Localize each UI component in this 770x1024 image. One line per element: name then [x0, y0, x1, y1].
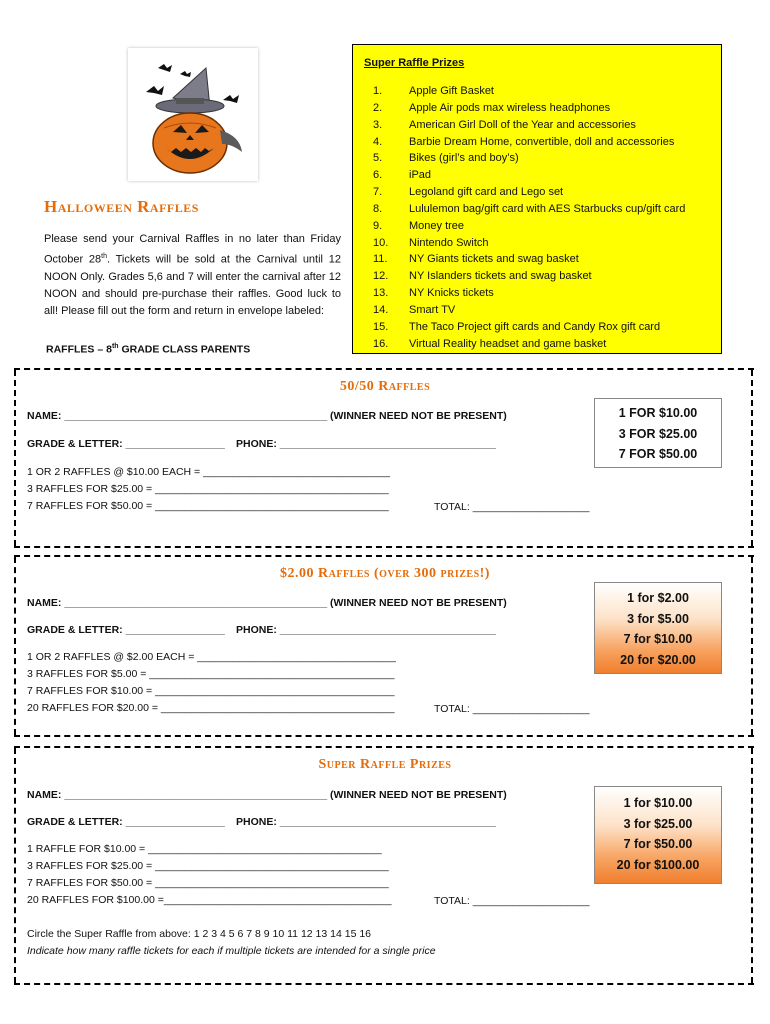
section-border-right	[751, 557, 753, 735]
prize-text: NY Giants tickets and swag basket	[409, 253, 579, 266]
prize-item	[373, 268, 685, 285]
prize-text: Apple Gift Basket	[409, 85, 494, 97]
price-item: 1 for $2.00	[627, 591, 689, 605]
prize-item	[373, 167, 685, 184]
prize-number: 1.	[373, 85, 383, 97]
price-item: 7 for $10.00	[623, 632, 693, 646]
price-box-super-raffle	[594, 786, 722, 884]
price-item: 20 for $100.00	[616, 857, 700, 872]
prize-item	[373, 235, 685, 252]
prize-item	[373, 218, 685, 235]
prize-text: Barbie Dream Home, convertible, doll and accessories	[409, 135, 675, 148]
prize-number: 8.	[373, 202, 383, 215]
prize-item	[373, 251, 685, 268]
section-title-5050: 50/50 Raffles	[339, 379, 431, 394]
page-title: Halloween Raffles	[44, 197, 199, 216]
section-border-right	[751, 748, 753, 983]
prize-list	[373, 83, 685, 353]
prize-text: Lululemon bag/gift card with AES Starbucks cup/gift card	[409, 202, 686, 215]
price-item: 7 FOR $50.00	[618, 447, 698, 461]
prize-text: Legoland gift card and Lego set	[409, 186, 564, 199]
raffle-line[interactable]: 3 RAFFLES FOR $25.00 = ________________________________________	[27, 860, 389, 872]
prize-text: The Taco Project gift cards and Candy Rox gift card	[409, 320, 661, 333]
intro-text-b: . Tickets will be sold at the Carnival until 12 NOON Only. Grades 5,6 and 7 will enter the carnival after 12 NOON and should pre-purchase their raffles. Good luck to all! Please fill out the form and return in envelope labeled:	[44, 253, 341, 317]
prize-box-title: Super Raffle Prizes	[364, 57, 465, 69]
total-field[interactable]: TOTAL: ____________________	[434, 895, 590, 907]
section-border-top	[14, 746, 754, 748]
raffle-line[interactable]: 7 RAFFLES FOR $50.00 = ________________________________________	[27, 500, 389, 512]
raffle-line[interactable]: 20 RAFFLES FOR $20.00 = ________________________________________	[27, 702, 395, 714]
prize-item	[373, 184, 685, 201]
prize-item	[373, 285, 685, 302]
super-raffle-prizes-box	[352, 44, 722, 354]
prize-number: 16.	[373, 337, 389, 350]
raffle-line[interactable]: 1 RAFFLE FOR $10.00 = ________________________________________	[27, 843, 382, 855]
envelope-label-sup: th	[111, 343, 119, 350]
price-item: 20 for $20.00	[620, 652, 696, 667]
section-border-left	[14, 370, 16, 546]
price-item: 7 for $50.00	[623, 837, 693, 851]
price-box-5050	[594, 398, 722, 468]
intro-text	[44, 231, 341, 320]
raffle-line[interactable]: 1 OR 2 RAFFLES @ $2.00 EACH = __________________________________	[27, 651, 396, 663]
name-field[interactable]: NAME: _____________________________________________ (WINNER NEED NOT BE PRESENT)	[27, 410, 507, 422]
total-field[interactable]: TOTAL: ____________________	[434, 703, 590, 715]
section-title-super-raffle: Super Raffle Prizes	[318, 757, 452, 772]
raffle-line[interactable]: 20 RAFFLES FOR $100.00 =_______________________________________	[27, 894, 392, 906]
prize-number: 2.	[373, 101, 383, 114]
price-item: 3 for $25.00	[623, 816, 693, 831]
prize-number: 14.	[373, 303, 389, 316]
prize-number: 5.	[373, 152, 383, 165]
grade-field[interactable]: GRADE & LETTER: _________________	[27, 816, 225, 828]
prize-number: 13.	[373, 287, 389, 300]
price-box-2-dollar	[594, 582, 722, 674]
prize-number: 9.	[373, 219, 383, 232]
phone-field[interactable]: PHONE: _____________________________________	[236, 816, 496, 828]
envelope-label-b: GRADE CLASS PARENTS	[118, 343, 251, 356]
section-border-top	[14, 368, 754, 370]
prize-text: NY Islanders tickets and swag basket	[409, 270, 592, 283]
prize-number: 3.	[373, 118, 383, 131]
prize-number: 11.	[373, 253, 388, 266]
envelope-label	[46, 343, 250, 356]
prize-number: 15.	[373, 320, 389, 333]
section-border-top	[14, 555, 754, 557]
intro-text-a: Please send your Carnival Raffles in no later than Friday October 28	[44, 233, 341, 266]
prize-text: Apple Air pods max wireless headphones	[409, 101, 611, 114]
raffle-line[interactable]: 7 RAFFLES FOR $50.00 = ________________________________________	[27, 877, 389, 889]
section-border-bottom	[14, 983, 754, 985]
prize-item	[373, 117, 685, 134]
grade-field[interactable]: GRADE & LETTER: _________________	[27, 624, 225, 636]
name-field[interactable]: NAME: _____________________________________________ (WINNER NEED NOT BE PRESENT)	[27, 597, 507, 609]
prize-item	[373, 319, 685, 336]
price-item: 1 for $10.00	[623, 796, 693, 810]
raffle-line[interactable]: 7 RAFFLES FOR $10.00 = _________________________________________	[27, 685, 395, 697]
prize-text: Smart TV	[409, 303, 456, 316]
intro-sup: th	[101, 253, 107, 260]
section-border-left	[14, 557, 16, 735]
prize-text: Nintendo Switch	[409, 236, 489, 249]
prize-text: iPad	[409, 169, 432, 182]
circle-super-raffle-text[interactable]: Circle the Super Raffle from above: 1 2 3 4 5 6 7 8 9 10 11 12 13 14 15 16	[27, 928, 372, 940]
super-raffle-note: Indicate how many raffle tickets for each if multiple tickets are intended for a single price	[27, 945, 436, 957]
halloween-clipart	[128, 48, 258, 181]
section-title-2-dollar: $2.00 Raffles (over 300 prizes!)	[280, 566, 490, 581]
section-border-right	[751, 370, 753, 546]
jack-o-lantern-icon	[128, 48, 258, 181]
prize-text: American Girl Doll of the Year and accessories	[409, 118, 636, 131]
prize-item	[373, 201, 685, 218]
section-border-left	[14, 748, 16, 983]
prize-number: 6.	[373, 169, 383, 182]
raffle-line[interactable]: 3 RAFFLES FOR $5.00 = __________________________________________	[27, 668, 395, 680]
section-border-bottom	[14, 546, 754, 548]
raffle-line[interactable]: 1 OR 2 RAFFLES @ $10.00 EACH = ________________________________	[27, 466, 390, 478]
prize-number: 12.	[373, 270, 389, 283]
total-field[interactable]: TOTAL: ____________________	[434, 501, 590, 513]
prize-text: Bikes (girl’s and boy’s)	[409, 152, 519, 165]
prize-text: NY Knicks tickets	[409, 287, 494, 300]
prize-number: 10.	[373, 236, 389, 249]
section-border-bottom	[14, 735, 754, 737]
name-field[interactable]: NAME: _____________________________________________ (WINNER NEED NOT BE PRESENT)	[27, 789, 507, 801]
prize-item	[373, 336, 685, 353]
prize-item	[373, 150, 685, 167]
prize-number: 4.	[373, 135, 383, 148]
price-item: 1 FOR $10.00	[618, 406, 698, 420]
prize-text: Virtual Reality headset and game basket	[409, 337, 607, 350]
prize-item	[373, 83, 685, 100]
prize-text: Money tree	[409, 219, 465, 232]
prize-item	[373, 134, 685, 151]
price-item: 3 for $5.00	[627, 611, 689, 626]
prize-number: 7.	[373, 186, 383, 199]
raffle-line[interactable]: 3 RAFFLES FOR $25.00 = ________________________________________	[27, 483, 389, 495]
grade-field[interactable]: GRADE & LETTER: _________________	[27, 438, 225, 450]
phone-field[interactable]: PHONE: _____________________________________	[236, 438, 496, 450]
phone-field[interactable]: PHONE: _____________________________________	[236, 624, 496, 636]
envelope-label-a: RAFFLES – 8	[46, 343, 112, 356]
prize-item	[373, 100, 685, 117]
price-item: 3 FOR $25.00	[618, 426, 698, 441]
prize-item	[373, 302, 685, 319]
